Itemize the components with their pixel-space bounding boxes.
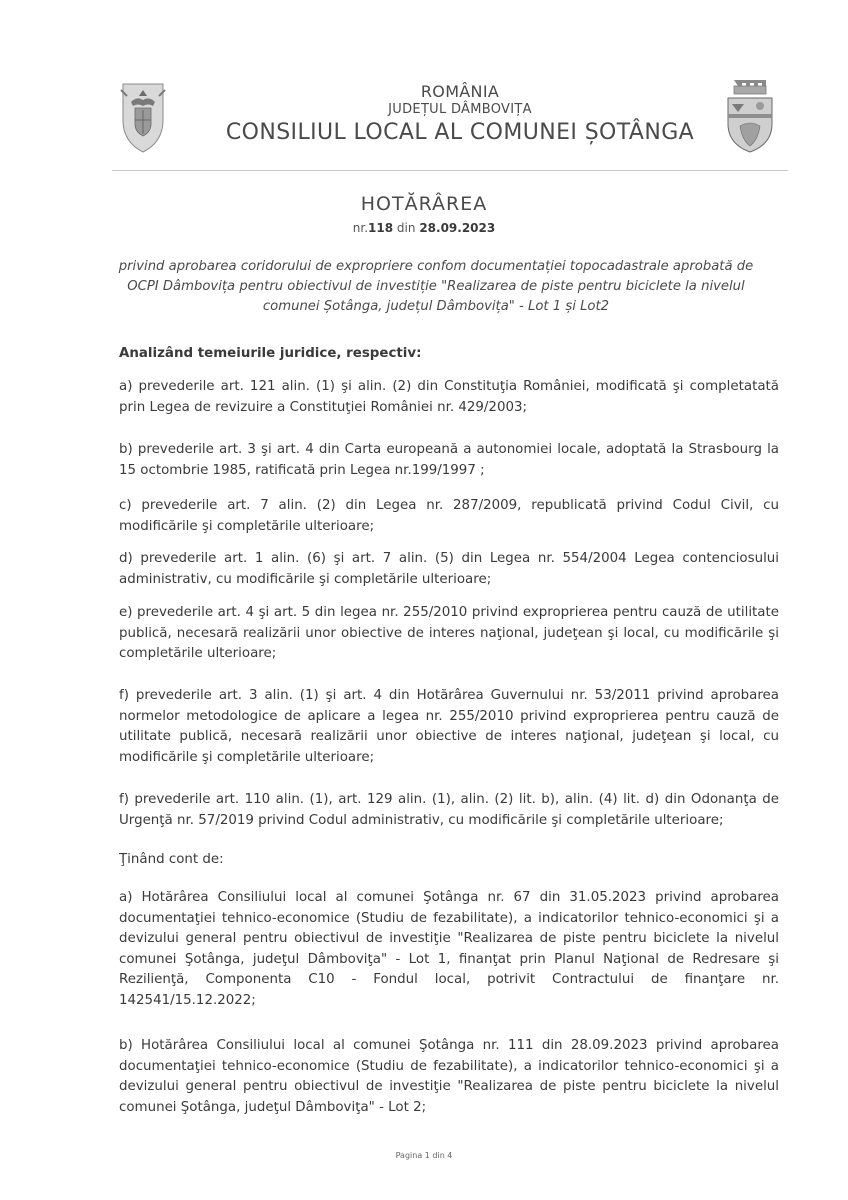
date-prefix: din: [396, 221, 416, 235]
decision-date: 28.09.2023: [419, 221, 496, 235]
considering-item: a) Hotărârea Consiliului local al comunei Şotânga nr. 67 din 31.05.2023 privind aprobarea documentaţiei tehnico-economice (Studiu de fezabilitate), a indicatorilor tehnico-economici şi a devizului general pentru obiectivul de investiţie "Realizarea de piste pentru biciclete la nivelul comunei Şotânga, judeţul Dâmboviţa" - Lot 1, finanţat prin Planul Naţional de Redresare şi Rezilienţă, Componenta C10 - Fondul local, potrivit Contractului de finanţare nr. 142541/15.12.2022;: [119, 890, 779, 1008]
document-title: HOTĂRÂREA: [360, 193, 488, 215]
legal-ground-item: a) prevederile art. 121 alin. (1) şi alin. (2) din Constituţia României, modificată şi completatată prin Legea de revizuire a Constituţiei României nr. 429/2003;: [119, 379, 779, 415]
legal-ground-item: c) prevederile art. 7 alin. (2) din Legea nr. 287/2009, republicată privind Codul Civil, cu modificările şi completările ulterioare;: [119, 498, 779, 534]
decision-number: 118: [368, 221, 394, 235]
legal-ground-item: d) prevederile art. 1 alin. (6) şi art. 7 alin. (5) din Legea nr. 554/2004 Legea contenciosului administrativ, cu modificările şi completările ulterioare;: [119, 551, 779, 587]
header-county: JUDEȚUL DÂMBOVIȚA: [388, 102, 532, 117]
number-prefix: nr.: [352, 221, 369, 235]
commune-coat-of-arms-icon: [722, 76, 778, 156]
considering-item: b) Hotărârea Consiliului local al comunei Şotânga nr. 111 din 28.09.2023 privind aprobarea documentaţiei tehnico-economice (Studiu de fezabilitate), a indicatorilor tehnico-economici şi a devizului general pentru obiectivul de investiţie "Realizarea de piste pentru biciclete la nivelul comunei Şotânga, judeţul Dâmboviţa" - Lot 2;: [119, 1038, 779, 1115]
legal-ground-item: f) prevederile art. 110 alin. (1), art. 129 alin. (1), alin. (2) lit. b), alin. (4) lit. d) din Odonanţa de Urgenţă nr. 57/2019 privind Codul administrativ, cu modificările şi completările ulterioare;: [119, 792, 779, 828]
header-divider: [112, 170, 788, 171]
legal-ground-item: e) prevederile art. 4 şi art. 5 din legea nr. 255/2010 privind exproprierea pentru cauză de utilitate publică, necesară realizării unor obiective de interes naţional, judeţean şi local, cu modificările şi completările ulterioare;: [119, 605, 779, 662]
legal-ground-item: f) prevederile art. 3 alin. (1) şi art. 4 din Hotărârea Guvernului nr. 53/2011 privind aprobarea normelor metodologice de aplicare a legea nr. 255/2010 privind exproprierea pentru cauză de utilitate publică, necesară realizării unor obiective de interes naţional, judeţean şi local, cu modificările şi completările ulterioare;: [119, 688, 779, 765]
header-country: ROMÂNIA: [420, 82, 500, 101]
decision-number-line: [0, 221, 848, 235]
decision-subject: privind aprobarea coridorului de expropriere confom documentației topocadastrale aprobată de OCPI Dâmbovița pentru obiectivul de investiție "Realizarea de piste pentru biciclete la nivelul comunei Șotânga, județul Dâmbovița" - Lot 1 și Lot2: [118, 259, 754, 314]
page-footer: Pagina 1 din 4: [395, 1151, 453, 1160]
considering-heading: Ţinând cont de:: [119, 852, 224, 867]
legal-ground-item: b) prevederile art. 3 şi art. 4 din Carta europeană a autonomiei locale, adoptată la Strasbourg la 15 octombrie 1985, ratificată prin Legea nr.199/1997 ;: [119, 442, 779, 478]
header-council: CONSILIUL LOCAL AL COMUNEI ȘOTÂNGA: [225, 120, 695, 145]
legal-grounds-heading: Analizând temeiurile juridice, respectiv:: [119, 346, 422, 361]
